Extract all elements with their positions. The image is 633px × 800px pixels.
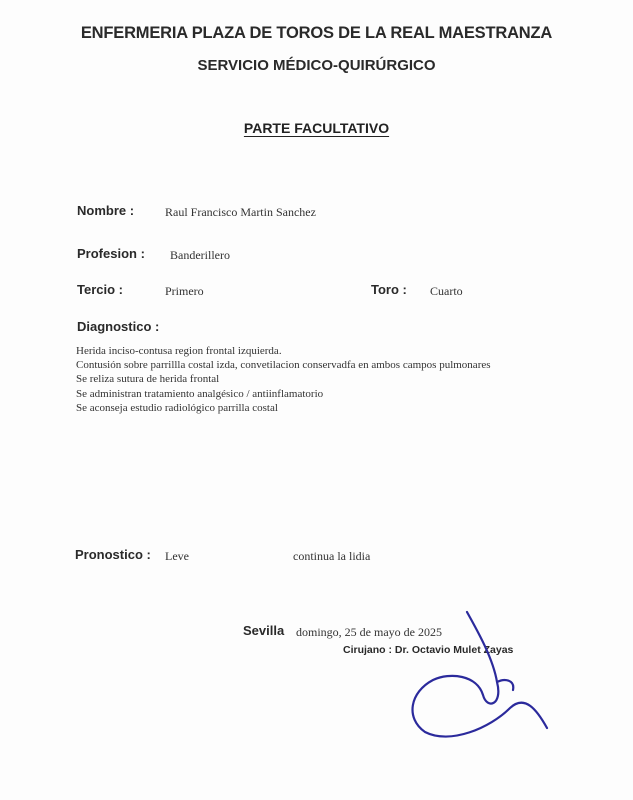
service-header: SERVICIO MÉDICO-QUIRÚRGICO bbox=[197, 57, 436, 74]
signature-image bbox=[395, 600, 555, 745]
diagnostico-line: Herida inciso-contusa region frontal izquierda. bbox=[76, 345, 282, 357]
toro-label: Toro : bbox=[371, 282, 407, 297]
profesion-label: Profesion : bbox=[77, 246, 145, 261]
footer-date: domingo, 25 de mayo de 2025 bbox=[296, 625, 442, 639]
document-title-text: PARTE FACULTATIVO bbox=[243, 120, 390, 136]
tercio-value: Primero bbox=[165, 284, 204, 298]
surgeon-label: Cirujano : Dr. Octavio Mulet Zayas bbox=[343, 644, 514, 656]
institution-header: ENFERMERIA PLAZA DE TOROS DE LA REAL MAESTRANZA bbox=[80, 24, 553, 42]
nombre-label: Nombre : bbox=[77, 203, 135, 218]
tercio-label: Tercio : bbox=[77, 282, 123, 297]
pronostico-label: Pronostico : bbox=[75, 547, 151, 562]
diagnostico-line: Contusión sobre parrillla costal izda, convetilacion conservadfa en ambos campos pulmonares bbox=[76, 359, 491, 372]
toro-value: Cuarto bbox=[430, 284, 463, 298]
diagnostico-line: Se administran tratamiento analgésico / antiinflamatorio bbox=[76, 387, 324, 400]
pronostico-value: Leve bbox=[165, 549, 189, 563]
diagnostico-text bbox=[76, 344, 491, 415]
nombre-value: Raul Francisco Martin Sanchez bbox=[165, 205, 316, 219]
diagnostico-line: Se aconseja estudio radiológico parrilla costal bbox=[76, 401, 278, 414]
footer-city: Sevilla bbox=[243, 623, 285, 638]
diagnostico-line: Se reliza sutura de herida frontal bbox=[76, 373, 220, 386]
diagnostico-label: Diagnostico : bbox=[77, 319, 160, 334]
document-title bbox=[0, 120, 633, 136]
profesion-value: Banderillero bbox=[170, 248, 230, 262]
pronostico-note: continua la lidia bbox=[293, 549, 371, 563]
